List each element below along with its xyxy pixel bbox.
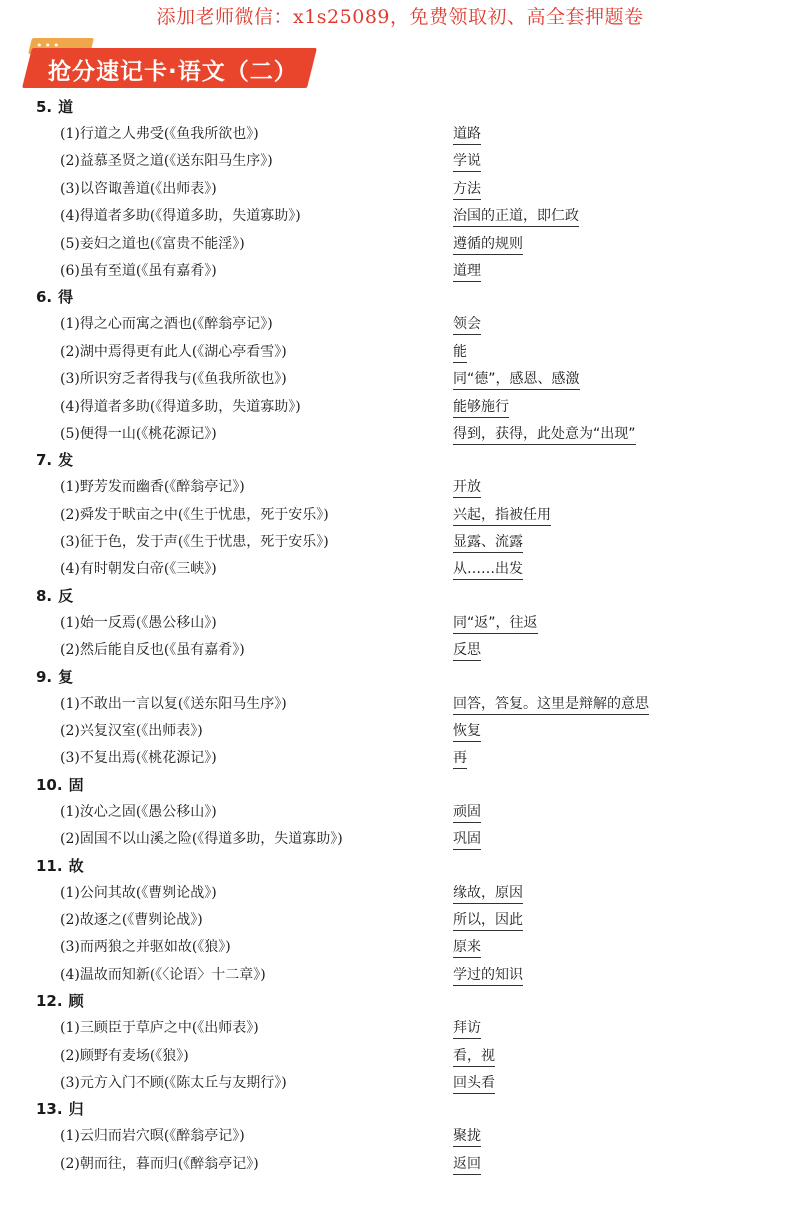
list-item (0, 120, 800, 147)
list-item (0, 1069, 800, 1096)
word-section (0, 94, 800, 284)
section-number: 13. (36, 1100, 63, 1119)
list-item (0, 1122, 800, 1149)
meaning-answer: 反思 (453, 639, 481, 661)
example-sentence: (4)得道者多助(《得道多助，失道寡助》) (60, 398, 301, 415)
list-item (0, 879, 800, 906)
section-character: 归 (68, 1100, 84, 1119)
section-number: 6. (36, 288, 53, 307)
page-title: 抢分速记卡·语文（二） (48, 59, 298, 85)
example-sentence: (6)虽有至道(《虽有嘉肴》) (60, 262, 217, 279)
meaning-answer: 遵循的规则 (453, 233, 523, 255)
meaning-answer: 学说 (453, 150, 481, 172)
title-banner (22, 40, 322, 90)
example-sentence: (5)便得一山(《桃花源记》) (60, 425, 217, 442)
meaning-answer: 能 (453, 341, 467, 363)
example-sentence: (1)不敢出一言以复(《送东阳马生序》) (60, 695, 287, 712)
list-item (0, 906, 800, 933)
example-sentence: (1)公问其故(《曹刿论战》) (60, 884, 217, 901)
word-section (0, 772, 800, 853)
meaning-answer: 巩固 (453, 828, 481, 850)
meaning-answer: 方法 (453, 178, 481, 200)
example-sentence: (3)不复出焉(《桃花源记》) (60, 750, 217, 767)
meaning-answer: 拜访 (453, 1017, 481, 1039)
list-item (0, 636, 800, 663)
list-item (0, 717, 800, 744)
list-item (0, 338, 800, 365)
example-sentence: (3)征于色，发于声(《生于忧患，死于安乐》) (60, 534, 329, 551)
example-sentence: (2)朝而往，暮而归(《醉翁亭记》) (60, 1155, 259, 1172)
section-character: 反 (58, 586, 74, 605)
list-item (0, 393, 800, 420)
example-sentence: (1)野芳发而幽香(《醉翁亭记》) (60, 479, 245, 496)
example-sentence: (1)始一反焉(《愚公移山》) (60, 614, 217, 631)
meaning-answer: 回答，答复。这里是辩解的意思 (453, 693, 649, 715)
list-item (0, 147, 800, 174)
example-sentence: (2)舜发于畎亩之中(《生于忧患，死于安乐》) (60, 506, 329, 523)
meaning-answer: 缘故，原因 (453, 882, 523, 904)
meaning-answer: 道路 (453, 123, 481, 145)
meaning-answer: 道理 (453, 260, 481, 282)
section-character: 顾 (68, 992, 84, 1011)
section-heading (0, 447, 800, 473)
list-item (0, 257, 800, 284)
section-heading (0, 664, 800, 690)
example-sentence: (2)故逐之(《曹刿论战》) (60, 911, 203, 928)
section-heading (0, 853, 800, 879)
list-item (0, 609, 800, 636)
section-character: 得 (58, 288, 74, 307)
example-sentence: (1)云归而岩穴暝(《醉翁亭记》) (60, 1128, 245, 1145)
list-item (0, 933, 800, 960)
list-item (0, 528, 800, 555)
meaning-answer: 顽固 (453, 801, 481, 823)
meaning-answer: 恢复 (453, 720, 481, 742)
list-item (0, 202, 800, 229)
example-sentence: (1)汝心之固(《愚公移山》) (60, 803, 217, 820)
meaning-answer: 所以，因此 (453, 909, 523, 931)
list-item (0, 1014, 800, 1041)
section-heading (0, 772, 800, 798)
list-item (0, 1150, 800, 1177)
meaning-answer: 从……出发 (453, 558, 523, 580)
example-sentence: (1)得之心而寓之酒也(《醉翁亭记》) (60, 316, 273, 333)
list-item (0, 230, 800, 257)
word-section (0, 853, 800, 989)
example-sentence: (2)顾野有麦场(《狼》) (60, 1047, 189, 1064)
meaning-answer: 回头看 (453, 1072, 495, 1094)
example-sentence: (2)益慕圣贤之道(《送东阳马生序》) (60, 153, 273, 170)
list-item (0, 798, 800, 825)
section-number: 9. (36, 667, 53, 686)
example-sentence: (3)而两狼之并驱如故(《狼》) (60, 939, 231, 956)
meaning-answer: 得到，获得，此处意为“出现” (453, 423, 636, 445)
meaning-answer: 显露、流露 (453, 531, 523, 553)
list-item (0, 420, 800, 447)
section-number: 10. (36, 775, 63, 794)
list-item (0, 690, 800, 717)
example-sentence: (2)固国不以山溪之险(《得道多助，失道寡助》) (60, 831, 343, 848)
word-section (0, 664, 800, 772)
example-sentence: (4)得道者多助(《得道多助，失道寡助》) (60, 208, 301, 225)
watermark-text: 添加老师微信：x1s25089，免费领取初、高全套押题卷 (156, 6, 644, 28)
section-character: 故 (68, 856, 84, 875)
meaning-answer: 看，视 (453, 1045, 495, 1067)
example-sentence: (2)然后能自反也(《虽有嘉肴》) (60, 642, 245, 659)
example-sentence: (3)以咨诹善道(《出师表》) (60, 180, 217, 197)
section-heading (0, 583, 800, 609)
section-character: 道 (58, 98, 74, 116)
word-section (0, 583, 800, 664)
vocab-list (0, 94, 800, 1177)
meaning-answer: 再 (453, 747, 467, 769)
list-item (0, 310, 800, 337)
section-heading (0, 94, 800, 120)
meaning-answer: 原来 (453, 936, 481, 958)
list-item (0, 825, 800, 852)
meaning-answer: 能够施行 (453, 396, 509, 418)
meaning-answer: 开放 (453, 476, 481, 498)
example-sentence: (1)行道之人弗受(《鱼我所欲也》) (60, 126, 259, 142)
section-number: 11. (36, 856, 63, 875)
section-character: 发 (58, 451, 74, 470)
list-item (0, 175, 800, 202)
section-number: 5. (36, 98, 53, 116)
example-sentence: (3)所识穷乏者得我与(《鱼我所欲也》) (60, 371, 287, 388)
word-section (0, 988, 800, 1096)
list-item (0, 365, 800, 392)
meaning-answer: 同“返”，往返 (453, 612, 538, 634)
meaning-answer: 领会 (453, 313, 481, 335)
list-item (0, 555, 800, 582)
section-heading (0, 988, 800, 1014)
example-sentence: (5)妾妇之道也(《富贵不能淫》) (60, 235, 245, 252)
example-sentence: (3)元方入门不顾(《陈太丘与友期行》) (60, 1074, 287, 1091)
word-section (0, 447, 800, 583)
section-number: 8. (36, 586, 53, 605)
section-number: 12. (36, 992, 63, 1011)
section-character: 复 (58, 667, 74, 686)
meaning-answer: 返回 (453, 1153, 481, 1175)
list-item (0, 473, 800, 500)
list-item (0, 501, 800, 528)
example-sentence: (1)三顾臣于草庐之中(《出师表》) (60, 1020, 259, 1037)
example-sentence: (2)兴复汉室(《出师表》) (60, 723, 203, 740)
example-sentence: (2)湖中焉得更有此人(《湖心亭看雪》) (60, 343, 287, 360)
meaning-answer: 兴起，指被任用 (453, 504, 551, 526)
meaning-answer: 学过的知识 (453, 964, 523, 986)
list-item (0, 961, 800, 988)
list-item (0, 744, 800, 771)
section-heading (0, 284, 800, 310)
meaning-answer: 聚拢 (453, 1125, 481, 1147)
section-character: 固 (68, 775, 84, 794)
section-number: 7. (36, 451, 53, 470)
meaning-answer: 同“德”，感恩、感激 (453, 368, 580, 390)
word-section (0, 284, 800, 447)
banner-dots: ••• (36, 39, 62, 52)
example-sentence: (4)温故而知新(《〈论语〉十二章》) (60, 966, 266, 983)
section-heading (0, 1096, 800, 1122)
word-section (0, 1096, 800, 1177)
list-item (0, 1042, 800, 1069)
meaning-answer: 治国的正道，即仁政 (453, 205, 579, 227)
example-sentence: (4)有时朝发白帝(《三峡》) (60, 561, 217, 578)
